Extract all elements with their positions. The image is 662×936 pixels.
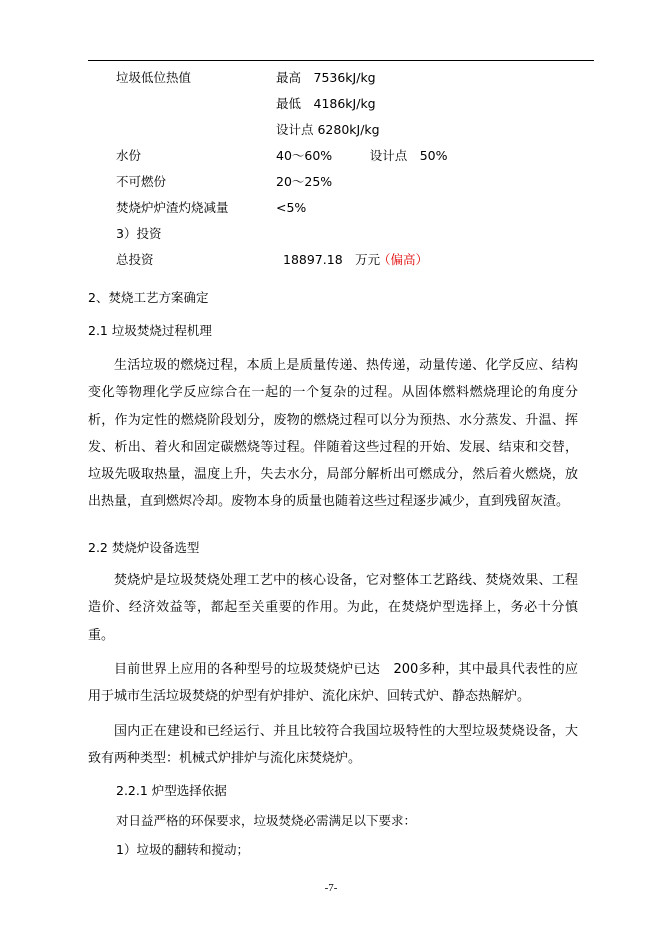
param-value-heat-min: 最低 4186kJ/kg xyxy=(276,96,376,111)
section-2-1-paragraph: 生活垃圾的燃烧过程，本质上是质量传递、热传递，动量传递、化学反应、结构变化等物理化学反应综合在一起的一个复杂的过程。从固体燃料燃烧理论的角度分析，作为定性的燃烧阶段划分，废物的燃烧过程可以分为预热、水分蒸发、升温、挥发、析出、着火和固定碳燃烧等过程。伴随着这些过程的开始、发展、结束和交替，垃圾先吸取热量，温度上升，失去水分，局部分解析出可燃成分，然后着火燃烧，放出热量，直到燃烬冷却。废物本身的质量也随着这些过程逐步减少，直到残留灰渣。 xyxy=(88,358,578,510)
list-item-1: 1）垃圾的翻转和搅动； xyxy=(116,842,249,857)
param-value-slag-loss: <5% xyxy=(276,200,307,215)
param-label-slag-loss: 焚烧炉炉渣灼烧减量 xyxy=(116,200,229,215)
section-2-2-title: 2.2 焚烧炉设备选型 xyxy=(88,540,200,555)
total-invest-label: 总投资 xyxy=(116,252,154,267)
param-label-heat-value: 垃圾低位热值 xyxy=(116,70,192,85)
invest-heading: 3）投资 xyxy=(116,226,162,241)
header-rule xyxy=(88,60,594,61)
param-value-incombustible: 20～25% xyxy=(276,174,333,189)
total-invest-note: （偏高） xyxy=(378,252,429,267)
page-number: -7- xyxy=(324,882,338,894)
section-2-1-title: 2.1 垃圾焚烧过程机理 xyxy=(88,323,212,338)
param-value-moisture: 40～60% 设计点 50% xyxy=(276,148,448,163)
param-label-incombustible: 不可燃份 xyxy=(116,174,167,189)
section-2-2-paragraph-3: 国内正在建设和已经运行、并且比较符合我国垃圾特性的大型垃圾焚烧设备，大致有两种类型：机械式炉排炉与流化床焚烧炉。 xyxy=(88,724,578,767)
section-2-2-paragraph-1: 焚烧炉是垃圾焚烧处理工艺中的核心设备，它对整体工艺路线、焚烧效果、工程造价、经济效益等，都起至关重要的作用。为此，在焚烧炉型选择上，务必十分慎重。 xyxy=(88,573,578,643)
param-value-heat-design: 设计点 6280kJ/kg xyxy=(276,122,380,137)
param-value-heat-max: 最高 7536kJ/kg xyxy=(276,70,376,85)
section-2-title: 2、焚烧工艺方案确定 xyxy=(88,290,209,305)
section-2-2-1-title: 2.2.1 炉型选择依据 xyxy=(116,783,227,798)
section-2-2-paragraph-2: 目前世界上应用的各种型号的垃圾焚烧炉已达 200多种，其中最具代表性的应用于城市生活垃圾焚烧的炉型有炉排炉、流化床炉、回转式炉、静态热解炉。 xyxy=(88,662,578,705)
section-2-2-1-paragraph: 对日益严格的环保要求，垃圾焚烧必需满足以下要求： xyxy=(116,813,417,828)
total-invest-value: 18897.18 万元 xyxy=(283,252,381,267)
param-label-moisture: 水份 xyxy=(116,148,142,163)
